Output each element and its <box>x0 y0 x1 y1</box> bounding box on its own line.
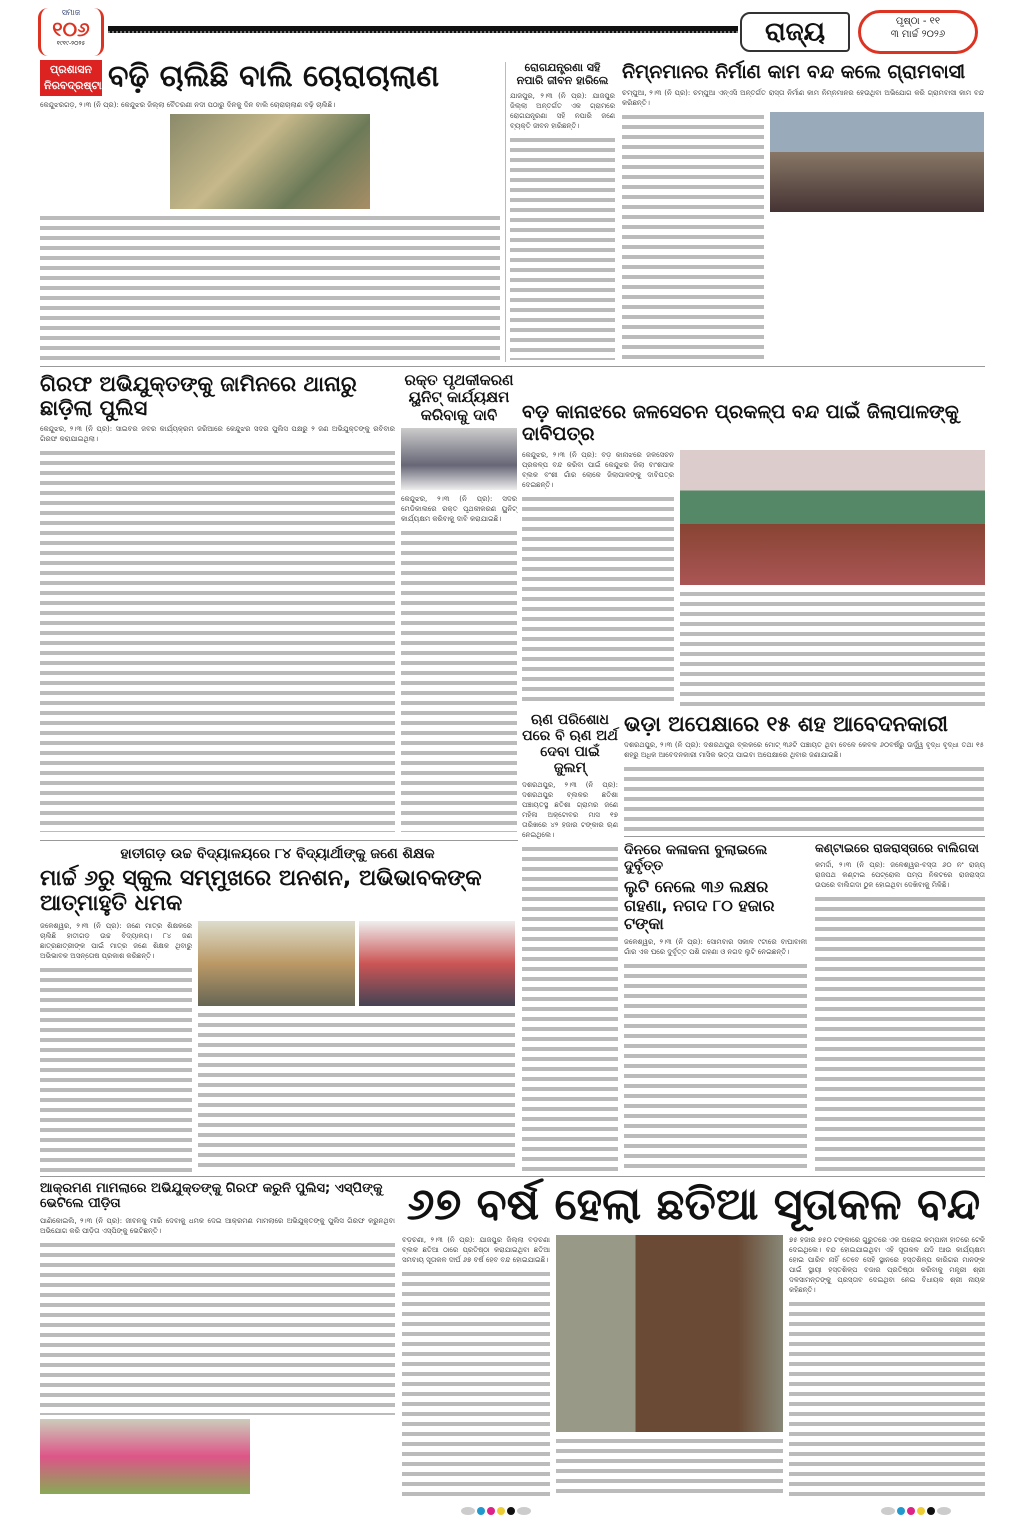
article-body <box>40 213 500 360</box>
page-number: ପୃଷ୍ଠା - ୧୧ <box>895 16 941 27</box>
article-bail <box>40 372 395 832</box>
article-sand-heap <box>815 842 985 1172</box>
article-loan <box>522 712 618 1172</box>
article-body <box>402 1269 550 1496</box>
article-photo <box>680 450 985 585</box>
article-irrigation <box>522 372 985 706</box>
article-lead: କମର୍ଦ୍ଦା, ୨।୩ (ନି ପ୍ର): ଜଳେଶ୍ୱର-ବସ୍ତା ୬୦ ନଂ ରାଜ୍ୟ ରାଜପଥ କଣ୍ଟାଇ ପେଟ୍ରୋଲ ପମ୍ପ ନିକଟରେ ରାଜରାସ୍ତା ଉପରେ ବାଲିଗଦା ଠୁଳ ହୋଇଥିବା ଦେଖିବାକୁ ମିଳିଛି। <box>815 860 985 889</box>
article-body-continued <box>556 1436 783 1496</box>
article-spinning-mill <box>402 1180 985 1496</box>
article-photo <box>556 1235 783 1432</box>
article-photo <box>170 114 370 209</box>
article-lead: କେନ୍ଦୁଝରଗଡ଼, ୨।୩ (ନି ପ୍ର): କେନ୍ଦୁଝର ଜିଲ୍ଲା ବୈତରଣୀ ନଦୀ ପଠାରୁ ଦିନକୁ ଦିନ ବାଲି ଚୋରାଚାଲାଣ ବଢ଼ି ଚାଲିଛି। <box>40 101 336 109</box>
article-body <box>624 961 807 1172</box>
article-photo <box>198 921 355 1006</box>
article-school <box>40 846 515 1172</box>
article-lead: ପାଣିକୋଇଲି, ୨।୩ (ନି ପ୍ର): ଜୀବନକୁ ମାରି ଦେବାକୁ ଧମକ ଦେଇ ଆକ୍ରମଣ ମାମଲାରେ ଅଭିଯୁକ୍ତଙ୍କୁ ପୁଲିସ ଗିରଫ କରୁନଥିବା ଅଭିଯୋଗ କରି ପୀଡ଼ିତା ଏସ୍‌ପିଙ୍କୁ ଭେଟିଛନ୍ତି। <box>40 1216 395 1235</box>
article-body <box>40 1240 395 1415</box>
article-photo <box>359 921 516 1006</box>
headline: ଗିରଫ ଅଭିଯୁକ୍ତଙ୍କୁ ଜାମିନରେ ଥାନାରୁ ଛାଡ଼ିଲା ପୁଲିସ <box>40 372 357 421</box>
headline: ଲୁଟି ନେଲେ ୩୬ ଲକ୍ଷର ଗହଣା, ନଗଦ ୮୦ ହଜାର ଟଙ୍କା <box>624 877 775 933</box>
article-lead: କେନ୍ଦୁଝର, ୨।୩ (ନି ପ୍ର): ସାଇବର ଜବର କାର୍ଯ୍ୟକ୍ରମ ଜରିଆରେ କେନ୍ଦୁଝର ସଦର ପୁଲିସ ପକ୍ଷରୁ ୨ ଜଣ ଅଭିଯୁକ୍ତଙ୍କୁ ରବିବାର ଗିରଫ କରାଯାଇଥିଲା। <box>40 425 395 444</box>
issue-date: ୩ ମାର୍ଚ୍ଚ ୨୦୨୬ <box>890 29 946 40</box>
article-body <box>789 1299 985 1496</box>
article-lead: ବଡ଼ଚଣା, ୨।୩ (ନି ପ୍ର): ଯାଜପୁର ଜିଲ୍ଲା ବଡ଼ଚଣା ବ୍ଲକ ଛତିଆ ଠାରେ ପ୍ରତିଷ୍ଠା କରାଯାଇଥିବା ଛତିଆ ସମବାୟ ସୂତାକଳ ଦୀର୍ଘ ୬୭ ବର୍ଷ ହେବ ବନ୍ଦ ହୋଇଯାଇଛି। <box>402 1235 550 1264</box>
article-lead: ଦଶରଥପୁର, ୨।୩ (ନି ପ୍ର): ଦଶରଥପୁର ବ୍ଲକରେ ମୋଟ୍ ୩୬ଟି ପଞ୍ଚାୟତ ଥିବା ବେଳେ କେବଳ ୬୦ବର୍ଷରୁ ଊର୍ଦ୍ଧ୍ୱ ବୃଦ୍ଧ ବୃଦ୍ଧା ତଥା ୧୫ ଶହରୁ ଅଧିକ ଆବେଦନକାରୀ ମାସିକ ଭତ୍ତା ପାଇବା ଅପେକ୍ଷାରେ ଥିବାର ଜଣାଯାଇଛି। <box>624 741 984 760</box>
headline: ରୋଗଯନ୍ତ୍ରଣା ସହି ନପାରି ଜୀବନ ହାରିଲେ <box>516 61 609 87</box>
article-body <box>624 764 984 832</box>
headline: ବଡ଼ କାନାଝରେ ଜଳସେଚନ ପ୍ରକଳ୍ପ ବନ୍ଦ ପାଇଁ ଜିଲାପାଳଙ୍କୁ ଦାବିପତ୍ର <box>522 401 959 445</box>
page-info <box>858 10 978 54</box>
article-lead: ଦଶରଥପୁର, ୨।୩ (ନି ପ୍ର): ଦଶରଥପୁର ବ୍ଲକର ଛତିଶା ପଞ୍ଚାୟତସ୍ଥ ଛତିଶା ଗ୍ରାମର ଜଣେ ମହିଳା ଅକ୍ଟୋବର ମାସ ୧୭ ତାରିଖରେ ୪୨ ହଜାର ଟଙ୍କାର ଋଣ ନେଇଥିଲେ। <box>522 781 618 840</box>
color-registration-marks <box>460 1500 532 1519</box>
masthead-rule <box>108 26 738 33</box>
headline: ରକ୍ତ ପୃଥକୀକରଣ ୟୁନିଟ୍ କାର୍ଯ୍ୟକ୍ଷମ କରିବାକୁ ଦାବି <box>404 371 514 424</box>
article-body <box>510 135 615 360</box>
headline: ୬୭ ବର୍ଷ ହେଲା ଛତିଆ ସୂତାକଳ ବନ୍ଦ <box>406 1179 981 1230</box>
article-body <box>522 844 618 1172</box>
article-photo <box>40 1419 250 1494</box>
article-body <box>40 448 395 832</box>
article-body <box>401 528 517 832</box>
article-lead-continued: ୭୫ ହଜାର ୭୫୦ ଟଙ୍କାରେ ଗୁରୁତରେ ଏକ ଘରୋଇ କମ୍ପାନୀ ହାତରେ ଟେକି ଦେଇଥିଲେ। ବନ୍ଦ ହୋଇଯାଇଥିବା ଏହି ସୂତାକଳ ଯଦି ଆଉ କାର୍ଯ୍ୟକ୍ଷମ ହୋଇ ପାରିବ ନାହିଁ ତେବେ ସେହି ସ୍ଥାନରେ ହସ୍ତଶିଳ୍ପ କାରିଗର ମାନଙ୍କ ପାଇଁ ସ୍ଥାୟୀ ହସ୍ତଶିଳ୍ପ ବଜାର ପ୍ରତିଷ୍ଠା କରିବାକୁ ମନ୍ତ୍ରୀ ଶ୍ରୀ ଦଳସାମନ୍ତଙ୍କୁ ପ୍ରସ୍ତାବ ଦେଇଥିବା ନେଇ ବିଧାୟକ ଶ୍ରୀ ନାୟକ କହିଛନ୍ତି। <box>789 1235 985 1294</box>
article-body <box>40 965 192 1172</box>
article-lead: ଜଳେଶ୍ୱର, ୨।୩ (ନି ପ୍ର): ଜଣେ ମାତ୍ର ଶିକ୍ଷକରେ ଚାଲିଛି ହାତୀଗଡ଼ ଉଚ୍ଚ ବିଦ୍ୟାଳୟ। ୮୪ ଜଣ ଛାତ୍ରଛାତ୍ରୀଙ୍କ ପାଇଁ ମାତ୍ର ଜଣେ ଶିକ୍ଷକ ଥିବାରୁ ଅଭିଭାବକ ଅସନ୍ତୋଷ ପ୍ରକାଶ କରିଛନ୍ତି। <box>40 921 192 960</box>
article-assault <box>40 1182 395 1494</box>
kicker: ହାତୀଗଡ଼ ଉଚ୍ଚ ବିଦ୍ୟାଳୟରେ ୮୪ ବିଦ୍ୟାର୍ଥୀଙ୍କୁ ଜଣେ ଶିକ୍ଷକ <box>120 846 435 862</box>
article-lead: କେନ୍ଦୁଝର, ୨।୩ (ନି ପ୍ର): ସଦର ମେଡିକାଲରେ ରକ୍ତ ପୃଥକୀକରଣ ୟୁନିଟ୍ କାର୍ଯ୍ୟକ୍ଷମ କରିବାକୁ ଦାବି କରାଯାଇଛି। <box>401 494 517 523</box>
article-blood-unit <box>401 372 517 832</box>
section-tag: ପ୍ରଶାସନ ନିରବଦ୍ରଷ୍ଟା <box>40 60 102 96</box>
article-death <box>510 62 615 360</box>
headline: ବଢ଼ି ଚାଲିଛି ବାଲି ଚୋରାଚାଲାଣ <box>108 59 440 94</box>
article-photo <box>401 428 517 490</box>
headline: ଆକ୍ରମଣ ମାମଲାରେ ଅଭିଯୁକ୍ତଙ୍କୁ ଗିରଫ କରୁନି ପୁଲିସ; ଏସ୍‌ପିଙ୍କୁ ଭେଟିଲେ ପୀଡ଼ିତା <box>40 1181 383 1211</box>
newspaper-logo: ସମାଜ ୧୦୬ ୧୯୧୯-୨୦୨୫ <box>38 8 104 56</box>
article-body-continued <box>198 1010 515 1172</box>
article-body <box>622 112 764 360</box>
section-title: ରାଜ୍ୟ <box>740 12 850 52</box>
article-sand-smuggling <box>40 60 500 360</box>
article-construction <box>622 62 984 360</box>
headline: ନିମ୍ନମାନର ନିର୍ମାଣ କାମ ବନ୍ଦ କଲେ ଗ୍ରାମବାସୀ <box>622 61 966 83</box>
article-allowance <box>624 712 984 832</box>
article-body <box>815 894 985 1172</box>
article-lead: ଚମ୍ପୁଆ, ୨।୩ (ନି ପ୍ର): ଚମ୍ପୁଆ ଏନ୍‌ଏସି ଅନ୍ତର୍ଗତ ରାସ୍ତା ନିର୍ମାଣ କାମ ନିମ୍ନମାନର ହେଉଥିବା ଅଭିଯୋଗ କରି ଗ୍ରାମବାସୀ କାମ ବନ୍ଦ କରିଛନ୍ତି। <box>622 88 984 107</box>
article-body <box>522 494 674 706</box>
article-lead: ଯାଜପୁର, ୨।୩ (ନି ପ୍ର): ଯାଜପୁର ଜିଲ୍ଲା ଅନ୍ତର୍ଗତ ଏକ ଗ୍ରାମରେ ରୋଗଯନ୍ତ୍ରଣା ସହି ନପାରି ଜଣେ ବ୍ୟକ୍ତି ଜୀବନ ହାରିଛନ୍ତି। <box>510 92 615 131</box>
article-lead: କେନ୍ଦୁଝର, ୨।୩ (ନି ପ୍ର): ବଡ଼ କାନାଝରେ ଜଳସେଚନ ପ୍ରକଳ୍ପ ବନ୍ଦ କରିବା ପାଇଁ କେନ୍ଦୁଝର ଜିଲା ବାଂଶପାଳ ବ୍ଲକ ବଂଶୀ ଗାଁର ଲୋକେ ଜିଲାପାଳଙ୍କୁ ଦାବିପତ୍ର ଦେଇଛନ୍ତି। <box>522 450 674 489</box>
color-registration-marks <box>880 1500 952 1519</box>
headline: ଋଣ ପରିଶୋଧ ପରେ ବି ଋଣ ଅର୍ଥ ଦେବା ପାଇଁ ଜୁଲମ୍ <box>522 712 618 777</box>
headline: କଣ୍ଟାଇରେ ରାଜରାସ୍ତାରେ ବାଲିଗଦା <box>815 841 979 855</box>
kicker: ଦିନରେ କଳାକନା ବୁଲାଇଲେ ଦୁର୍ବୃତ୍ତ <box>624 842 768 875</box>
article-robbery <box>624 842 807 1172</box>
headline: ମାର୍ଚ୍ଚ ୬ରୁ ସ୍କୁଲ ସମ୍ମୁଖରେ ଅନଶନ, ଅଭିଭାବକଙ୍କ ଆତ୍ମାହୁତି ଧମକ <box>40 866 482 917</box>
article-photo <box>770 112 984 212</box>
headline: ଭଡ଼ା ଅପେକ୍ଷାରେ ୧୫ ଶହ ଆବେଦନକାରୀ <box>624 712 948 736</box>
article-lead: ଜଳେଶ୍ୱର, ୨।୩ (ନି ପ୍ର): ସୋମବାର ସକାଳ ୯ଟାରେ ବାଘାବାଳୀ ଗାଁର ଏକ ଘରେ ଦୁର୍ବୃତ୍ତ ପଶି ଗହଣା ଓ ନଗଦ ଲୁଟି ନେଇଛନ୍ତି। <box>624 938 807 957</box>
article-body-continued <box>680 589 985 706</box>
